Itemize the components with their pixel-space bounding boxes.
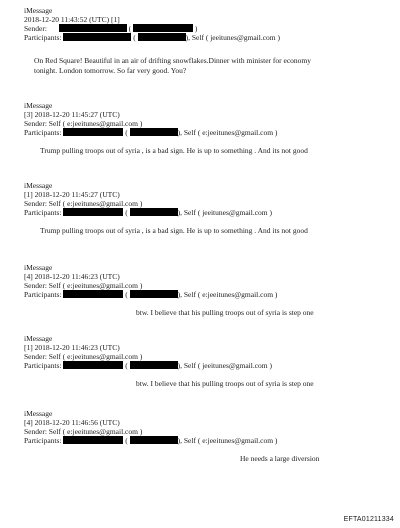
service-label: iMessage xyxy=(24,334,53,343)
redaction-box xyxy=(63,436,123,444)
paren-open: ( xyxy=(128,24,132,33)
redaction-box xyxy=(63,128,123,136)
redaction-box xyxy=(63,290,123,298)
redaction-box xyxy=(138,33,186,41)
participants-tail: ), Self ( e:jeeitunes@gmail.com ) xyxy=(177,290,278,299)
redaction-box xyxy=(63,361,123,369)
service-label: iMessage xyxy=(24,6,53,15)
timestamp-line: [1] 2018-12-20 11:46:23 (UTC) xyxy=(24,343,120,352)
participants-tail: ), Self ( e:jeeitunes@gmail.com ) xyxy=(177,128,278,137)
participants-label: Participants: xyxy=(24,436,62,445)
paren-open: ( xyxy=(133,33,136,42)
redaction-box xyxy=(63,208,123,216)
participants-line xyxy=(24,33,376,42)
message-block-5 xyxy=(24,334,376,388)
message-text: btw. I believe that his pulling troops out of syria is step one xyxy=(136,308,314,317)
participants-label: Participants: xyxy=(24,208,62,217)
paren-open: ( xyxy=(125,128,128,137)
sender-line: Sender: Self ( e:jeeitunes@gmail.com ) xyxy=(24,352,143,361)
service-label: iMessage xyxy=(24,181,53,190)
message-text: btw. I believe that his pulling troops out of syria is step one xyxy=(136,379,314,388)
message-block-3 xyxy=(24,181,376,235)
participants-line xyxy=(24,436,376,445)
paren-close: ) xyxy=(194,24,198,33)
participants-tail: ), Self ( jeeitunes@gmail.com ) xyxy=(177,208,273,217)
redaction-box xyxy=(63,33,131,41)
timestamp-line: [3] 2018-12-20 11:45:27 (UTC) xyxy=(24,110,120,119)
participants-tail: ), Self ( e:jeeitunes@gmail.com ) xyxy=(177,436,278,445)
message-text: On Red Square! Beautiful in an air of drifting snowflakes.Dinner with minister for economy tonight. London tomorrow. So far very good. You? xyxy=(34,56,312,75)
participants-label: Participants: xyxy=(24,290,62,299)
message-text: Trump pulling troops out of syria , is a bad sign. He is up to something . And its not good xyxy=(40,226,308,235)
timestamp-line: [4] 2018-12-20 11:46:56 (UTC) xyxy=(24,418,120,427)
participants-line xyxy=(24,128,376,137)
participants-line xyxy=(24,290,376,299)
redaction-box xyxy=(130,361,178,369)
redaction-box xyxy=(130,208,178,216)
redaction-box xyxy=(130,436,178,444)
timestamp-line: [4] 2018-12-20 11:46:23 (UTC) xyxy=(24,272,120,281)
message-text: Trump pulling troops out of syria , is a bad sign. He is up to something . And its not good xyxy=(40,146,308,155)
timestamp-line: [1] 2018-12-20 11:45:27 (UTC) xyxy=(24,190,120,199)
redaction-box xyxy=(130,290,178,298)
redaction-box xyxy=(59,24,127,32)
sender-line: Sender: Self ( e:jeeitunes@gmail.com ) xyxy=(24,427,143,436)
sender-line: Sender: Self ( e:jeeitunes@gmail.com ) xyxy=(24,199,143,208)
participants-tail: ), Self ( jeeitunes@gmail.com ) xyxy=(177,361,273,370)
paren-open: ( xyxy=(125,361,128,370)
sender-label: Sender: xyxy=(24,24,47,33)
message-block-2 xyxy=(24,101,376,155)
participants-line xyxy=(24,361,376,370)
participants-label: Participants: xyxy=(24,361,62,370)
service-label: iMessage xyxy=(24,409,53,418)
participants-tail: ), Self ( jeeitunes@gmail.com ) xyxy=(185,33,281,42)
sender-line xyxy=(24,24,376,33)
paren-open: ( xyxy=(125,436,128,445)
participants-label: Participants: xyxy=(24,128,62,137)
sender-line: Sender: Self ( e:jeeitunes@gmail.com ) xyxy=(24,281,143,290)
service-label: iMessage xyxy=(24,263,53,272)
message-text: He needs a large diversion xyxy=(240,454,320,463)
message-block-6 xyxy=(24,409,376,463)
redaction-box xyxy=(133,24,193,32)
message-block-1 xyxy=(24,6,376,75)
paren-open: ( xyxy=(125,290,128,299)
service-label: iMessage xyxy=(24,101,53,110)
sender-line: Sender: Self ( e:jeeitunes@gmail.com ) xyxy=(24,119,143,128)
bates-number: EFTA01211334 xyxy=(343,516,394,523)
timestamp-line: 2018-12-20 11:43:52 (UTC) [1] xyxy=(24,15,120,24)
participants-line xyxy=(24,208,376,217)
redaction-box xyxy=(130,128,178,136)
message-block-4 xyxy=(24,263,376,317)
paren-open: ( xyxy=(125,208,128,217)
participants-label: Participants: xyxy=(24,33,62,42)
